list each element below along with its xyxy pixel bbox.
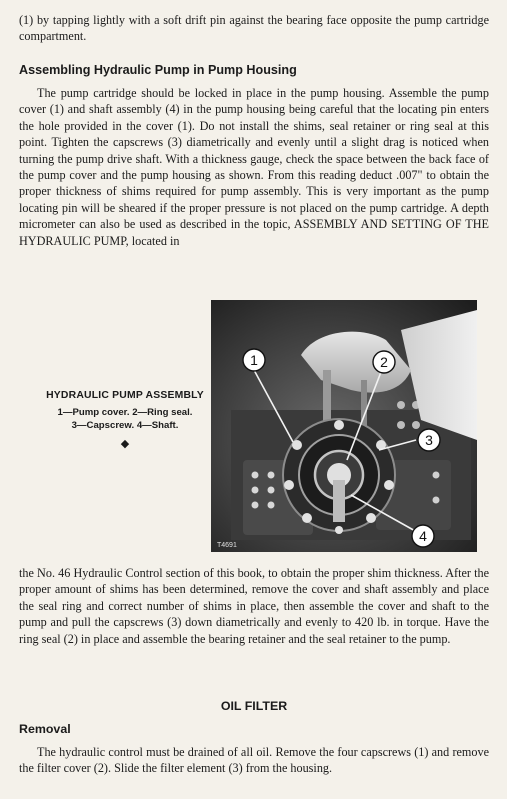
callout-2 — [373, 351, 395, 373]
shim-paragraph: the No. 46 Hydraulic Control section of this book, to obtain the proper shim thickness. After the proper amount of shims has been determined, remove the cover and shaft assembly and place the seal ring and correct number of shims in place, then assemble the cover and shaft to the pump and pull the capscrews (3) down diametrically and evenly to 420 lb. in torque. Have the ring seal (2) in place and assemble the bearing retainer and the seal retainer to the pump. — [19, 566, 489, 646]
caption-line-1: 1—Pump cover. 2—Ring seal. — [57, 407, 193, 418]
svg-text:1: 1 — [250, 352, 258, 368]
diamond-icon: ◆ — [120, 438, 130, 450]
figure-caption — [29, 390, 221, 450]
intro-paragraph: (1) by tapping lightly with a soft drift pin against the bearing face opposite the pump cartridge compartment. — [19, 13, 489, 44]
svg-text:2: 2 — [380, 354, 388, 370]
removal-paragraph: The hydraulic control must be drained of all oil. Remove the four capscrews (1) and remove the filter cover (2). Slide the filter element (3) from the housing. — [19, 745, 489, 776]
callout-3 — [418, 429, 440, 451]
caption-line-2: 3—Capscrew. 4—Shaft. — [71, 420, 179, 431]
caption-title: HYDRAULIC PUMP ASSEMBLY — [46, 390, 204, 401]
assembly-paragraph: The pump cartridge should be locked in place in the pump housing. Assemble the pump cover (1) and shaft assembly (4) in the pump housing being careful that the locating pin enters the hole provided in the cover (1). Do not install the shims, seal retainer or ring seal at this point. Tighten the capscrews (3) diametrically and evenly until a slight drag is noticed when turning the pump drive shaft. With a thickness gauge, check the space between the back face of the pump cover and the pump housing as shown. From this reading deduct .007" to obtain the proper thickness of shims required for pump assembly. This is very important as the pump locating pin will be sheared if the proper pressure is not placed on the pump cartridge. A depth micrometer can also be used as described in the topic, ASSEMBLY AND SETTING OF THE HYDRAULIC PUMP, located in — [19, 86, 489, 248]
pump-assembly-photo — [211, 300, 477, 552]
svg-text:4: 4 — [419, 528, 427, 544]
heading-removal: Removal — [19, 722, 71, 736]
svg-text:3: 3 — [425, 432, 433, 448]
heading-assembling-pump: Assembling Hydraulic Pump in Pump Housing — [19, 63, 297, 77]
callout-4 — [412, 525, 434, 547]
heading-oil-filter: OIL FILTER — [220, 699, 288, 713]
photo-id-label: T4691 — [217, 542, 237, 549]
callout-1 — [243, 349, 265, 371]
